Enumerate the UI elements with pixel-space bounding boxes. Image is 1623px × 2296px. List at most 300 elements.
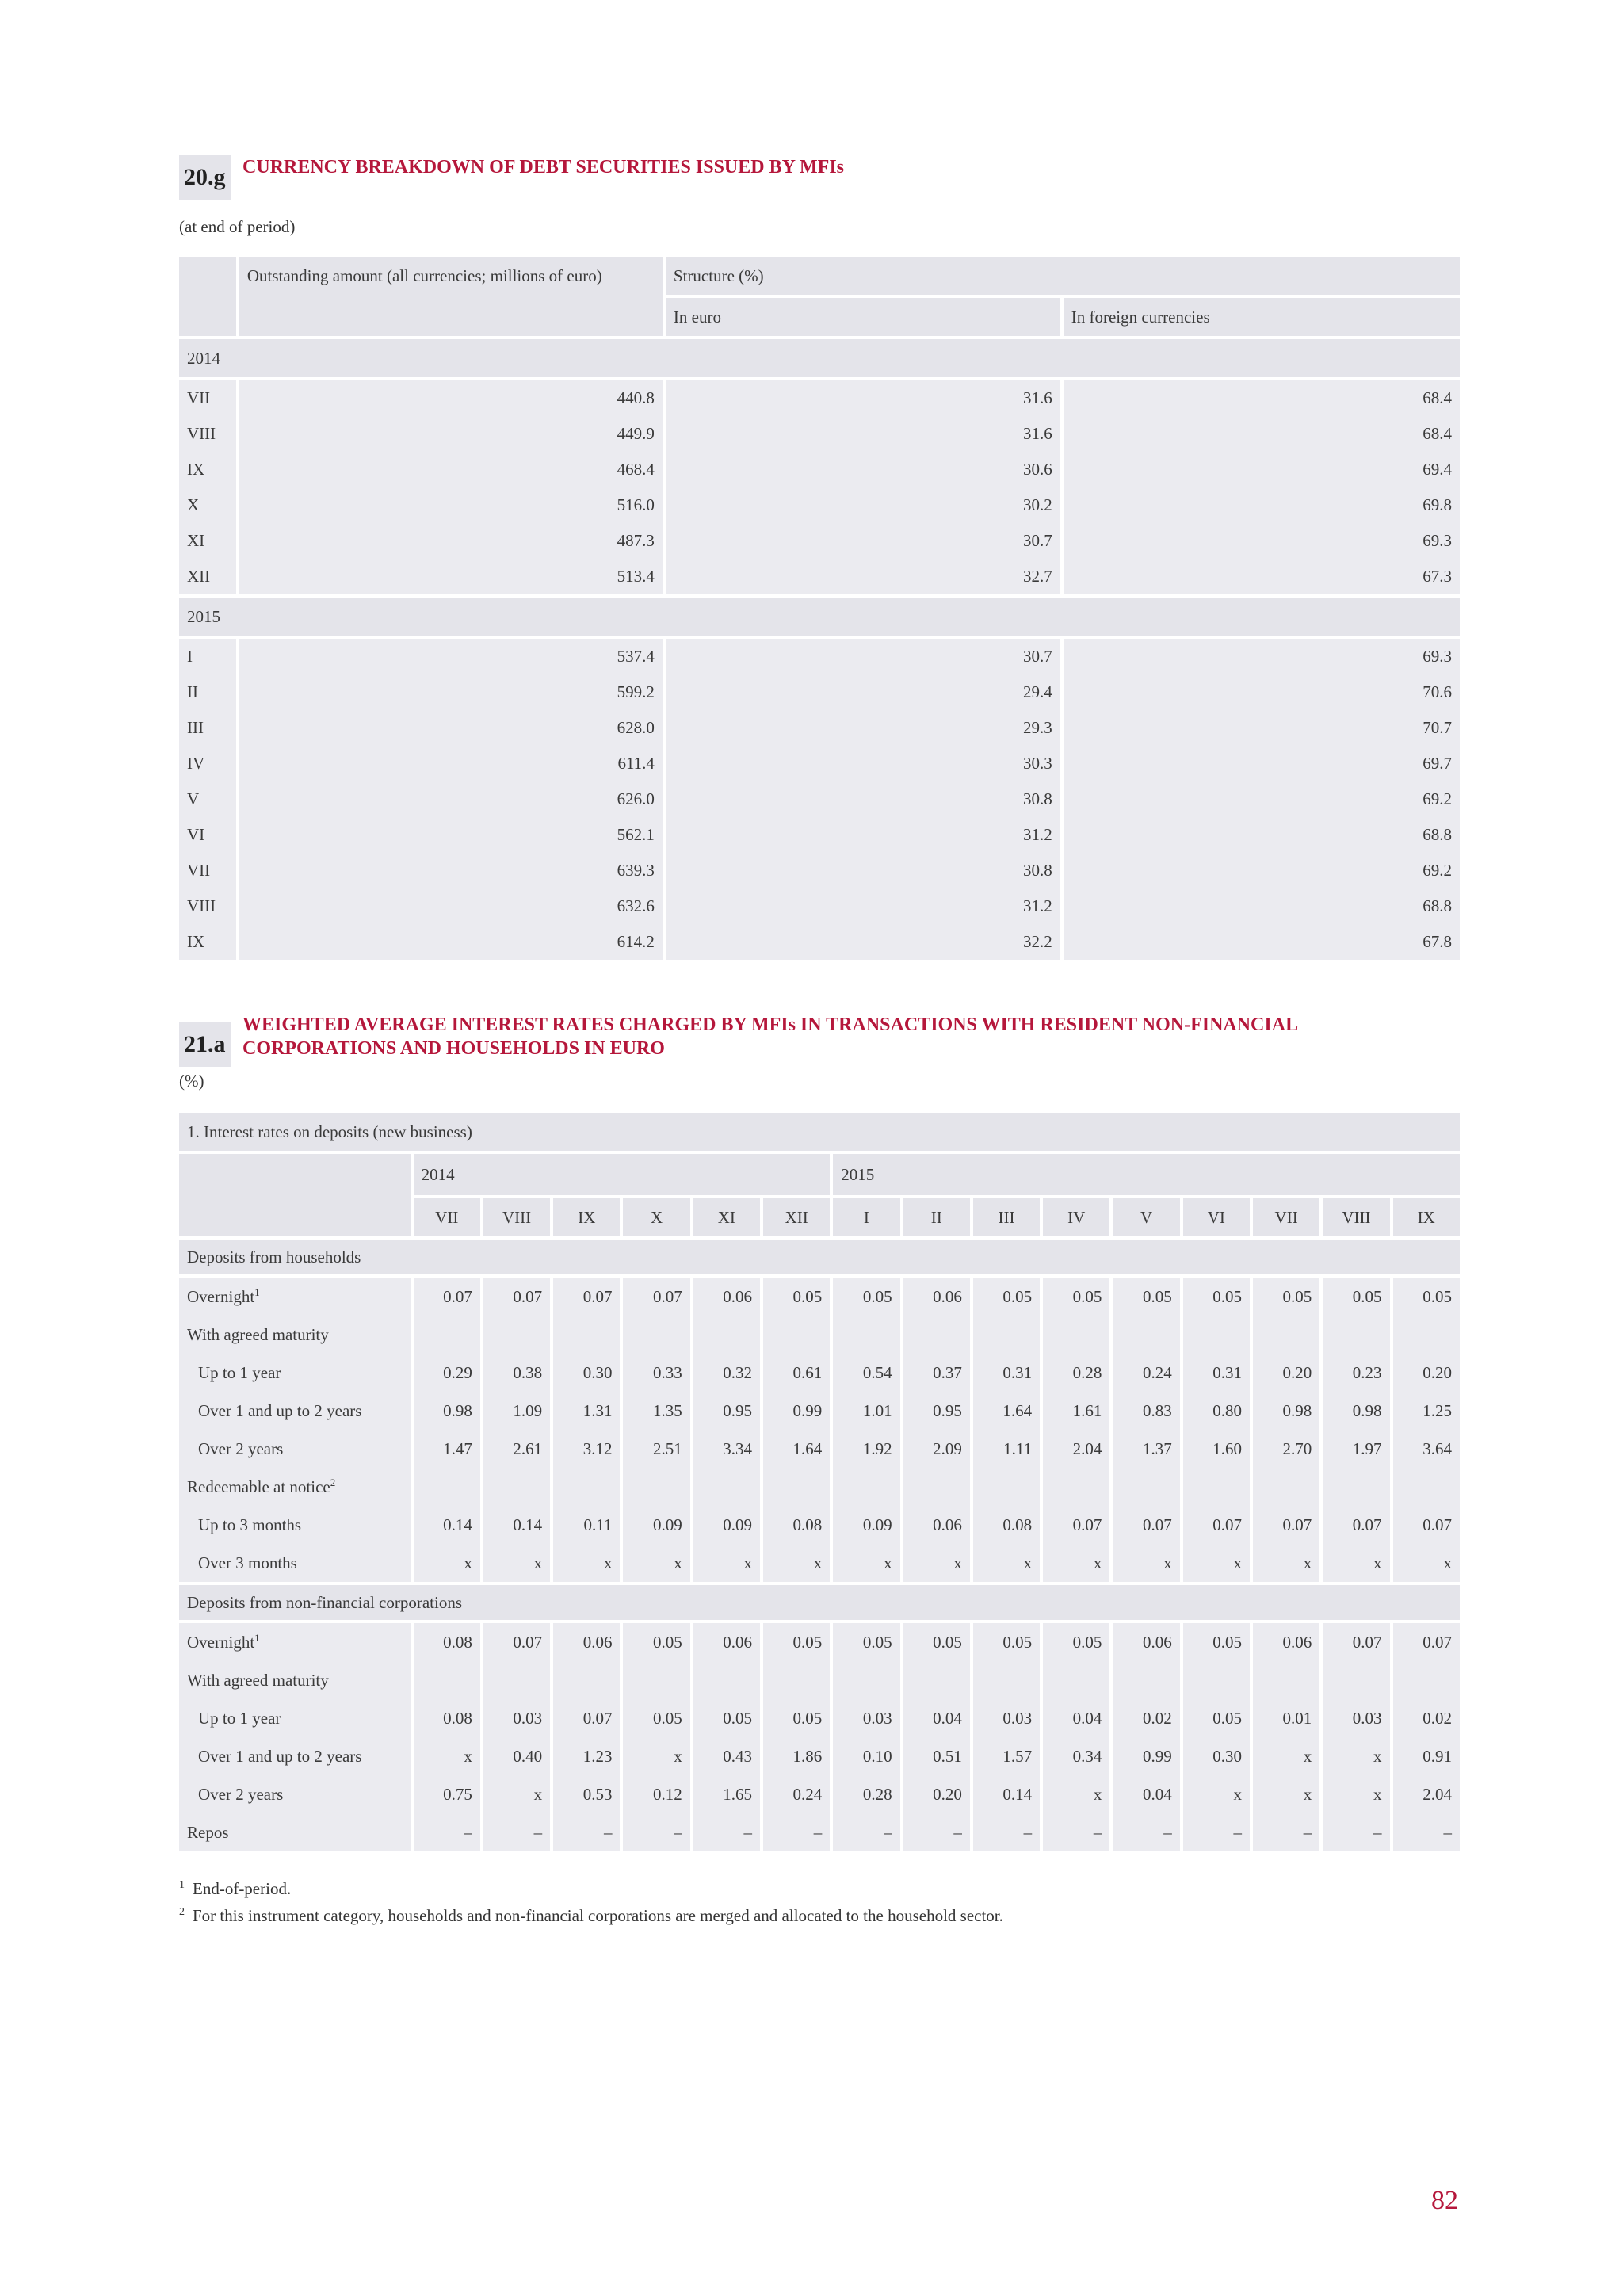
row-label (179, 1468, 411, 1506)
value-cell: 0.91 (1393, 1737, 1460, 1775)
value-cell: 611.4 (239, 746, 663, 781)
value-cell (1113, 1316, 1179, 1354)
value-cell: 0.33 (623, 1354, 689, 1392)
value-cell: 69.8 (1064, 487, 1460, 523)
value-cell (1043, 1468, 1109, 1506)
table-row (179, 416, 1460, 452)
value-cell: 0.61 (763, 1354, 830, 1392)
value-cell: 632.6 (239, 888, 663, 924)
value-cell: 487.3 (239, 523, 663, 559)
row-label (179, 1316, 411, 1354)
value-cell: 0.05 (833, 1623, 899, 1661)
value-cell: x (1393, 1544, 1460, 1582)
unit-label: (at end of period) (179, 217, 296, 236)
value-cell: x (1253, 1737, 1319, 1775)
value-cell: 70.6 (1064, 674, 1460, 710)
value-cell (763, 1661, 830, 1699)
value-cell: 0.14 (483, 1506, 550, 1544)
value-cell: 562.1 (239, 817, 663, 853)
row-label-text: Up to 1 year (198, 1708, 281, 1728)
row-label-text: Over 2 years (198, 1784, 284, 1804)
value-cell: 0.31 (1183, 1354, 1250, 1392)
table-subtitle: 1. Interest rates on deposits (new business) (179, 1113, 1460, 1151)
value-cell (833, 1661, 899, 1699)
value-cell: 0.05 (763, 1278, 830, 1316)
value-cell: 1.47 (414, 1430, 480, 1468)
year-label: 2014 (179, 339, 1460, 377)
year-label: 2015 (179, 598, 1460, 636)
month-label: X (179, 487, 236, 523)
table-row (179, 1430, 1460, 1468)
value-cell: 0.99 (763, 1392, 830, 1430)
month-label: IX (179, 924, 236, 960)
value-cell: x (833, 1544, 899, 1582)
value-cell: 30.3 (666, 746, 1060, 781)
value-cell (623, 1661, 689, 1699)
value-cell: 0.20 (1253, 1354, 1319, 1392)
value-cell: x (553, 1544, 620, 1582)
value-cell: 0.24 (1113, 1354, 1179, 1392)
value-cell: 0.43 (693, 1737, 760, 1775)
row-label-text: Over 1 and up to 2 years (198, 1746, 362, 1766)
value-cell: x (414, 1544, 480, 1582)
value-cell: – (763, 1813, 830, 1851)
value-cell (1043, 1316, 1109, 1354)
footnote-text: End-of-period. (193, 1879, 292, 1898)
value-cell: – (1113, 1813, 1179, 1851)
value-cell: 537.4 (239, 639, 663, 674)
section-header (179, 1013, 1460, 1064)
value-cell: 0.95 (693, 1392, 760, 1430)
value-cell: x (903, 1544, 970, 1582)
row-label (179, 1699, 411, 1737)
value-cell: 3.64 (1393, 1430, 1460, 1468)
value-cell: 31.6 (666, 416, 1060, 452)
value-cell: 0.07 (1253, 1506, 1319, 1544)
value-cell: x (623, 1737, 689, 1775)
value-cell: 0.28 (833, 1775, 899, 1813)
value-cell: 2.70 (1253, 1430, 1319, 1468)
row-label (179, 1775, 411, 1813)
month-label: VII (179, 853, 236, 888)
value-cell: 31.2 (666, 817, 1060, 853)
group-label: Deposits from households (179, 1240, 1460, 1274)
value-cell: 68.8 (1064, 888, 1460, 924)
footnote (179, 1874, 1460, 1901)
month-label: VIII (179, 416, 236, 452)
value-cell: 0.14 (973, 1775, 1040, 1813)
table-row (179, 853, 1460, 888)
table-row (179, 380, 1460, 416)
col-structure: Structure (%) (666, 257, 1460, 295)
value-cell: 3.34 (693, 1430, 760, 1468)
month-header: II (903, 1198, 970, 1236)
value-cell: 0.08 (414, 1699, 480, 1737)
value-cell: x (1323, 1544, 1389, 1582)
value-cell: 0.06 (903, 1506, 970, 1544)
value-cell (973, 1661, 1040, 1699)
value-cell: 0.05 (693, 1699, 760, 1737)
row-label-text: Repos (187, 1822, 229, 1842)
section-number: 20.g (179, 155, 231, 200)
value-cell: 69.7 (1064, 746, 1460, 781)
value-cell: 70.7 (1064, 710, 1460, 746)
value-cell: 0.07 (1393, 1623, 1460, 1661)
value-cell: 0.75 (414, 1775, 480, 1813)
value-cell: 0.04 (903, 1699, 970, 1737)
value-cell: 0.05 (903, 1623, 970, 1661)
value-cell: 639.3 (239, 853, 663, 888)
value-cell: – (1393, 1813, 1460, 1851)
section-title-line1: WEIGHTED AVERAGE INTEREST RATES CHARGED BY MFIs IN TRANSACTIONS WITH RESIDENT NON-FINANCIAL (242, 1014, 1299, 1035)
value-cell: 0.06 (693, 1278, 760, 1316)
value-cell (553, 1661, 620, 1699)
value-cell (1253, 1316, 1319, 1354)
value-cell (553, 1316, 620, 1354)
value-cell (623, 1316, 689, 1354)
value-cell: – (833, 1813, 899, 1851)
value-cell: 0.40 (483, 1737, 550, 1775)
value-cell: 0.99 (1113, 1737, 1179, 1775)
page-number: 82 (1431, 2186, 1458, 2215)
section-title-line2: CORPORATIONS AND HOUSEHOLDS IN EURO (242, 1038, 665, 1059)
value-cell: 0.29 (414, 1354, 480, 1392)
value-cell: 2.61 (483, 1430, 550, 1468)
value-cell: x (623, 1544, 689, 1582)
value-cell: – (693, 1813, 760, 1851)
table-row (179, 452, 1460, 487)
value-cell: x (1183, 1544, 1250, 1582)
value-cell: 0.05 (763, 1699, 830, 1737)
value-cell: 29.3 (666, 710, 1060, 746)
row-label (179, 1544, 411, 1582)
year-row (179, 598, 1460, 636)
table-row (179, 1813, 1460, 1851)
month-header: V (1113, 1198, 1179, 1236)
value-cell: 0.03 (483, 1699, 550, 1737)
value-cell: 30.8 (666, 853, 1060, 888)
value-cell: 0.14 (414, 1506, 480, 1544)
value-cell: 69.2 (1064, 781, 1460, 817)
value-cell: – (414, 1813, 480, 1851)
value-cell: – (1183, 1813, 1250, 1851)
value-cell: 0.07 (414, 1278, 480, 1316)
value-cell: 1.64 (973, 1392, 1040, 1430)
value-cell (1183, 1468, 1250, 1506)
value-cell: 0.07 (483, 1278, 550, 1316)
unit-label: (%) (179, 1072, 204, 1091)
value-cell: 0.05 (1323, 1278, 1389, 1316)
value-cell: 0.08 (763, 1506, 830, 1544)
footnote-mark: 1 (254, 1286, 260, 1298)
value-cell: – (553, 1813, 620, 1851)
value-cell: 0.24 (763, 1775, 830, 1813)
month-header: I (833, 1198, 899, 1236)
month-header: IX (1393, 1198, 1460, 1236)
interest-rates-table (176, 1113, 1463, 1851)
value-cell: 0.03 (973, 1699, 1040, 1737)
value-cell: – (623, 1813, 689, 1851)
value-cell (763, 1316, 830, 1354)
value-cell: 2.51 (623, 1430, 689, 1468)
value-cell: 0.07 (623, 1278, 689, 1316)
value-cell: 0.05 (1393, 1278, 1460, 1316)
table-body (179, 1236, 1460, 1851)
value-cell: 0.32 (693, 1354, 760, 1392)
value-cell: 0.10 (833, 1737, 899, 1775)
value-cell: 0.31 (973, 1354, 1040, 1392)
month-label: VI (179, 817, 236, 853)
value-cell (1393, 1661, 1460, 1699)
value-cell: x (763, 1544, 830, 1582)
section-title: CURRENCY BREAKDOWN OF DEBT SECURITIES ISSUED BY MFIs (242, 157, 845, 178)
value-cell: 0.09 (833, 1506, 899, 1544)
row-label-text: Overnight (187, 1287, 255, 1306)
table-row (179, 817, 1460, 853)
value-cell: 0.11 (553, 1506, 620, 1544)
value-cell (414, 1661, 480, 1699)
value-cell: 0.01 (1253, 1699, 1319, 1737)
month-header: X (623, 1198, 689, 1236)
value-cell: 0.05 (763, 1623, 830, 1661)
section-20g (179, 155, 1460, 960)
value-cell: 0.37 (903, 1354, 970, 1392)
month-header: VIII (483, 1198, 550, 1236)
footnote-number: 1 (179, 1879, 185, 1891)
value-cell: 30.2 (666, 487, 1060, 523)
corner-cell (179, 257, 236, 336)
currency-breakdown-table (176, 257, 1463, 960)
value-cell: 68.4 (1064, 380, 1460, 416)
month-label: IV (179, 746, 236, 781)
value-cell: x (973, 1544, 1040, 1582)
section-21a (179, 1013, 1460, 1927)
value-cell: 30.8 (666, 781, 1060, 817)
value-cell: 0.02 (1113, 1699, 1179, 1737)
row-label (179, 1278, 411, 1316)
value-cell: 0.05 (1043, 1278, 1109, 1316)
value-cell (1323, 1316, 1389, 1354)
value-cell: 0.07 (553, 1699, 620, 1737)
value-cell: 0.98 (414, 1392, 480, 1430)
value-cell: 0.08 (414, 1623, 480, 1661)
value-cell: 0.05 (833, 1278, 899, 1316)
row-label-text: Redeemable at notice (187, 1477, 330, 1496)
value-cell: 0.54 (833, 1354, 899, 1392)
table-row (179, 1392, 1460, 1430)
value-cell: 1.31 (553, 1392, 620, 1430)
table-row (179, 710, 1460, 746)
value-cell: 68.8 (1064, 817, 1460, 853)
month-label: I (179, 639, 236, 674)
value-cell: 0.05 (1183, 1278, 1250, 1316)
value-cell: 0.95 (903, 1392, 970, 1430)
table-row (179, 523, 1460, 559)
table-row (179, 1775, 1460, 1813)
value-cell (553, 1468, 620, 1506)
footnote-text: For this instrument category, households and non-financial corporations are merged and allocated to the household sector. (193, 1906, 1003, 1925)
value-cell: 31.2 (666, 888, 1060, 924)
year-2015: 2015 (833, 1154, 1460, 1195)
value-cell (903, 1661, 970, 1699)
value-cell: 0.07 (1323, 1506, 1389, 1544)
row-label-text: Over 1 and up to 2 years (198, 1400, 362, 1420)
year-2014: 2014 (414, 1154, 831, 1195)
value-cell (483, 1468, 550, 1506)
row-label-text: Over 2 years (198, 1438, 284, 1458)
row-label (179, 1430, 411, 1468)
value-cell: 0.23 (1323, 1354, 1389, 1392)
table-body (179, 336, 1460, 960)
table-row (179, 1354, 1460, 1392)
value-cell: 69.3 (1064, 523, 1460, 559)
value-cell (1253, 1661, 1319, 1699)
value-cell: 0.09 (693, 1506, 760, 1544)
value-cell: 0.07 (1323, 1623, 1389, 1661)
value-cell (1113, 1661, 1179, 1699)
value-cell: 32.2 (666, 924, 1060, 960)
value-cell: 1.86 (763, 1737, 830, 1775)
table-row (179, 1699, 1460, 1737)
table-row (179, 1506, 1460, 1544)
col-in-foreign: In foreign currencies (1064, 295, 1460, 336)
value-cell: 0.05 (973, 1278, 1040, 1316)
value-cell: 30.6 (666, 452, 1060, 487)
group-row (179, 1240, 1460, 1274)
value-cell: – (483, 1813, 550, 1851)
value-cell: 0.02 (1393, 1699, 1460, 1737)
value-cell: 0.05 (1253, 1278, 1319, 1316)
table-row (179, 1623, 1460, 1661)
value-cell: 614.2 (239, 924, 663, 960)
value-cell: x (1253, 1775, 1319, 1813)
value-cell (693, 1661, 760, 1699)
value-cell: – (973, 1813, 1040, 1851)
row-label-text: Up to 1 year (198, 1362, 281, 1382)
value-cell: 2.04 (1393, 1775, 1460, 1813)
table-row (179, 559, 1460, 594)
section-title (242, 1013, 1298, 1060)
value-cell: 0.03 (1323, 1699, 1389, 1737)
value-cell: 0.34 (1043, 1737, 1109, 1775)
table-row (179, 674, 1460, 710)
value-cell: 0.05 (1183, 1699, 1250, 1737)
footnote-mark: 1 (254, 1632, 260, 1644)
value-cell: 468.4 (239, 452, 663, 487)
table-row (179, 888, 1460, 924)
value-cell: x (1183, 1775, 1250, 1813)
value-cell: 1.97 (1323, 1430, 1389, 1468)
value-cell: 0.07 (1393, 1506, 1460, 1544)
value-cell: x (1113, 1544, 1179, 1582)
value-cell: 0.05 (1113, 1278, 1179, 1316)
value-cell: 1.57 (973, 1737, 1040, 1775)
value-cell: 0.05 (1043, 1623, 1109, 1661)
row-label-text: Overnight (187, 1633, 255, 1652)
month-label: III (179, 710, 236, 746)
value-cell: 0.07 (1183, 1506, 1250, 1544)
row-label (179, 1737, 411, 1775)
value-cell (1043, 1661, 1109, 1699)
value-cell: 1.11 (973, 1430, 1040, 1468)
value-cell: 69.2 (1064, 853, 1460, 888)
month-label: XI (179, 523, 236, 559)
value-cell: 0.51 (903, 1737, 970, 1775)
group-label: Deposits from non-financial corporations (179, 1585, 1460, 1620)
value-cell: x (693, 1544, 760, 1582)
value-cell (1183, 1316, 1250, 1354)
value-cell: 1.60 (1183, 1430, 1250, 1468)
value-cell: – (1323, 1813, 1389, 1851)
value-cell: 0.09 (623, 1506, 689, 1544)
value-cell: 31.6 (666, 380, 1060, 416)
value-cell: x (1253, 1544, 1319, 1582)
value-cell: x (414, 1737, 480, 1775)
value-cell: x (483, 1544, 550, 1582)
footnote-mark: 2 (330, 1477, 336, 1488)
value-cell: 0.12 (623, 1775, 689, 1813)
value-cell: 0.07 (483, 1623, 550, 1661)
value-cell: – (903, 1813, 970, 1851)
value-cell: 1.65 (693, 1775, 760, 1813)
value-cell (1253, 1468, 1319, 1506)
value-cell: x (1043, 1544, 1109, 1582)
table-row (179, 746, 1460, 781)
section-header (179, 155, 1460, 211)
value-cell (1183, 1661, 1250, 1699)
value-cell (483, 1661, 550, 1699)
footnotes (179, 1874, 1460, 1927)
col-in-euro: In euro (666, 295, 1060, 336)
value-cell (903, 1468, 970, 1506)
value-cell (903, 1316, 970, 1354)
value-cell (1323, 1661, 1389, 1699)
table-row (179, 924, 1460, 960)
month-header: IX (553, 1198, 620, 1236)
value-cell (833, 1468, 899, 1506)
footnote-number: 2 (179, 1906, 185, 1918)
row-label (179, 1506, 411, 1544)
value-cell: 3.12 (553, 1430, 620, 1468)
value-cell: 30.7 (666, 523, 1060, 559)
month-label: II (179, 674, 236, 710)
value-cell (414, 1468, 480, 1506)
month-header: XII (763, 1198, 830, 1236)
table-row (179, 1544, 1460, 1582)
value-cell: 1.37 (1113, 1430, 1179, 1468)
value-cell: 628.0 (239, 710, 663, 746)
row-label-text: With agreed maturity (187, 1324, 329, 1344)
value-cell: 0.07 (1043, 1506, 1109, 1544)
table-row (179, 487, 1460, 523)
table-row (179, 1468, 1460, 1506)
value-cell: 0.98 (1323, 1392, 1389, 1430)
month-header: XI (693, 1198, 760, 1236)
value-cell (1113, 1468, 1179, 1506)
value-cell: 1.25 (1393, 1392, 1460, 1430)
month-header: VII (1253, 1198, 1319, 1236)
month-header: IV (1043, 1198, 1109, 1236)
month-label: VII (179, 380, 236, 416)
month-header: VI (1183, 1198, 1250, 1236)
value-cell: 449.9 (239, 416, 663, 452)
value-cell: x (1323, 1737, 1389, 1775)
value-cell: 0.03 (833, 1699, 899, 1737)
value-cell: 0.04 (1113, 1775, 1179, 1813)
value-cell: 0.04 (1043, 1699, 1109, 1737)
value-cell: 2.04 (1043, 1430, 1109, 1468)
section-number: 21.a (179, 1022, 231, 1067)
